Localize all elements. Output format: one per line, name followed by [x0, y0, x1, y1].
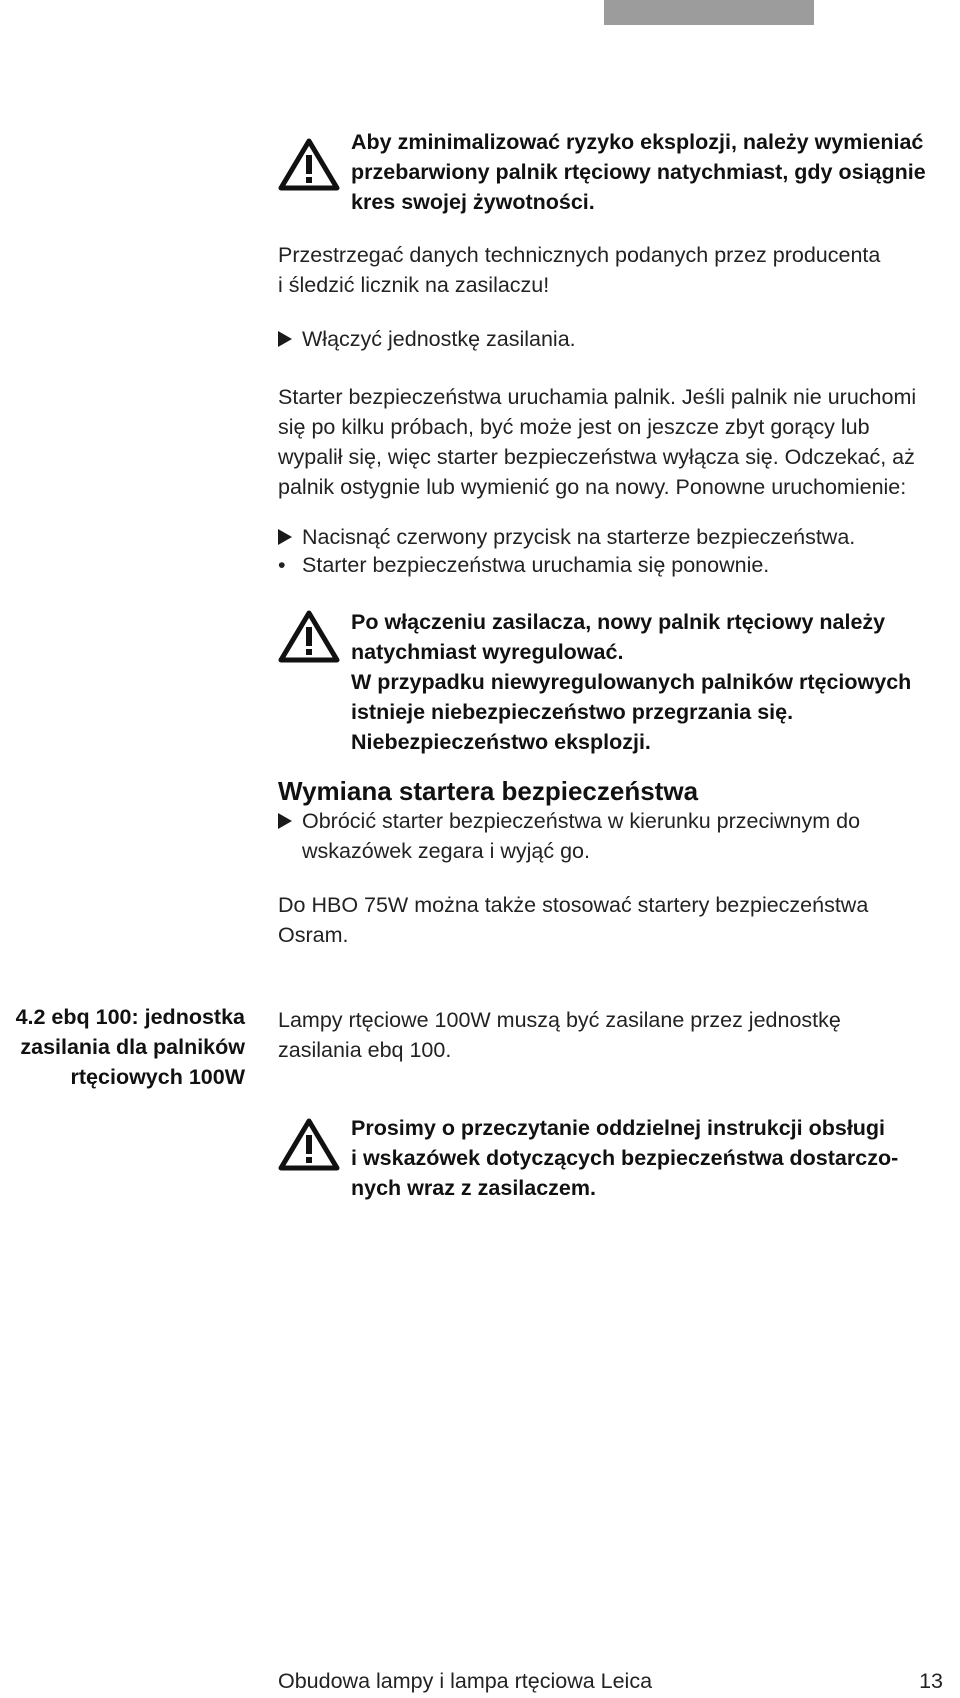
warning-3-line: Prosimy o przeczytanie oddzielnej instrukcji obsługi	[351, 1116, 886, 1140]
warning-2-line: Po włączeniu zasilacza, nowy palnik rtęciowy należy	[351, 610, 886, 634]
warning-1-line: Aby zminimalizować ryzyko eksplozji, należy wymieniać	[351, 130, 924, 154]
warning-1-text	[351, 127, 926, 217]
warning-2-text	[351, 607, 911, 757]
paragraph-line: Lampy rtęciowe 100W muszą być zasilane przez jednostkę	[278, 1008, 841, 1032]
paragraph-ebq-100	[278, 1005, 841, 1065]
side-heading-line: rtęciowych 100W	[70, 1065, 245, 1089]
step-press-red-button	[278, 522, 855, 552]
section-heading-starter-replacement: Wymiana startera bezpieczeństwa	[278, 776, 699, 806]
paragraph-line: Przestrzegać danych technicznych podanych przez producenta	[278, 243, 881, 267]
paragraph-line: wypalił się, więc starter bezpieczeństwa wyłącza się. Odczekać, aż	[278, 445, 915, 469]
warning-1-line: kres swojej żywotności.	[351, 190, 595, 214]
paragraph-line: palnik ostygnie lub wymienić go na nowy. Ponowne uruchomienie:	[278, 475, 907, 499]
header-tab-marker	[604, 0, 814, 25]
paragraph-starter-info	[278, 382, 916, 502]
warning-triangle-icon	[278, 137, 340, 191]
footer-title: Obudowa lampy i lampa rtęciowa Leica	[278, 1669, 653, 1693]
warning-2-line: natychmiast wyregulować.	[351, 640, 624, 664]
arrow-right-icon	[278, 813, 292, 829]
paragraph-osram-note	[278, 890, 868, 950]
warning-2-line: Niebezpieczeństwo eksplozji.	[351, 730, 651, 754]
warning-triangle-icon	[278, 1117, 340, 1171]
bullet-marker: •	[278, 553, 286, 577]
step-line: Obrócić starter bezpieczeństwa w kierunku przeciwnym do	[302, 809, 861, 833]
result-starter-restarts	[278, 550, 769, 580]
warning-3-text	[351, 1113, 898, 1203]
warning-2-line: W przypadku niewyregulowanych palników rtęciowych	[351, 670, 912, 694]
step-line: wskazówek zegara i wyjąć go.	[302, 839, 590, 863]
warning-2-line: istnieje niebezpieczeństwo przegrzania się.	[351, 700, 794, 724]
paragraph-line: się po kilku próbach, być może jest on jeszcze zbyt gorący lub	[278, 415, 870, 439]
warning-triangle-icon	[278, 609, 340, 663]
arrow-right-icon	[278, 331, 292, 347]
paragraph-line: Osram.	[278, 923, 349, 947]
paragraph-line: i śledzić licznik na zasilaczu!	[278, 273, 550, 297]
paragraph-data-notice	[278, 240, 880, 300]
warning-3-line: nych wraz z zasilaczem.	[351, 1176, 596, 1200]
step-switch-on	[278, 324, 576, 354]
step-text: Włączyć jednostkę zasilania.	[302, 327, 576, 351]
paragraph-line: Starter bezpieczeństwa uruchamia palnik. Jeśli palnik nie uruchomi	[278, 385, 917, 409]
step-rotate-starter	[278, 806, 860, 866]
warning-1-line: przebarwiony palnik rtęciowy natychmiast, gdy osiągnie	[351, 160, 926, 184]
page-number: 13	[919, 1669, 943, 1693]
side-heading-line: 4.2 ebq 100: jednostka	[15, 1005, 245, 1029]
paragraph-line: Do HBO 75W można także stosować startery bezpieczeństwa	[278, 893, 869, 917]
section-4-2-heading	[0, 1002, 245, 1092]
result-text: Starter bezpieczeństwa uruchamia się ponownie.	[302, 553, 770, 577]
arrow-right-icon	[278, 529, 292, 545]
step-text: Nacisnąć czerwony przycisk na starterze bezpieczeństwa.	[302, 525, 856, 549]
paragraph-line: zasilania ebq 100.	[278, 1038, 452, 1062]
warning-3-line: i wskazówek dotyczących bezpieczeństwa dostarczo-	[351, 1146, 899, 1170]
side-heading-line: zasilania dla palników	[20, 1035, 245, 1059]
